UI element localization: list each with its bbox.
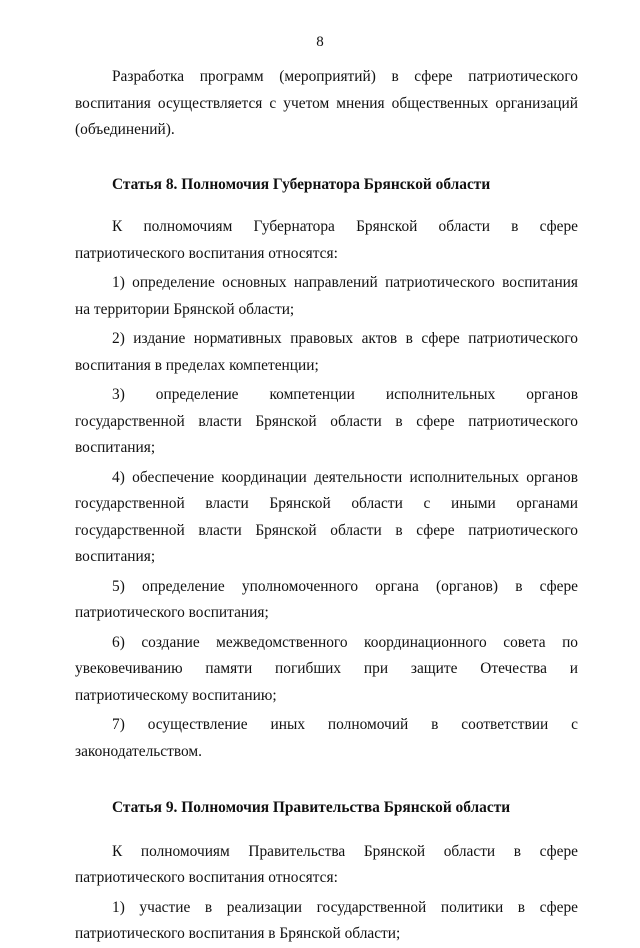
article-8-lead: К полномочиям Губернатора Брянской области в сфере патриотического воспитания относятся: [75,218,578,262]
page-number: 8 [316,34,324,50]
article-8-item-2: 2) издание нормативных правовых актов в сфере патриотического воспитания в пределах компетенции; [75,330,578,374]
article-8-item-1: 1) определение основных направлений патриотического воспитания на территории Брянской области; [75,274,578,318]
article-9-heading: Статья 9. Полномочия Правительства Брянской области [112,799,511,816]
article-8-item-4: 4) обеспечение координации деятельности исполнительных органов государственной власти Брянской области с иными органами государственной власти Брянской области в сфере патриотического воспитания; [75,468,578,565]
article-9-lead: К полномочиям Правительства Брянской области в сфере патриотического воспитания относятся: [75,842,578,886]
article-8-item-5: 5) определение уполномоченного органа (органов) в сфере патриотического воспитания; [75,577,578,621]
article-8-item-7: 7) осуществление иных полномочий в соответствии с законодательством. [75,716,578,760]
document-body [75,64,578,948]
article-8-item-3: 3) определение компетенции исполнительных органов государственной власти Брянской области в сфере патриотического воспитания; [75,386,578,456]
article-8-item-6: 6) создание межведомственного координационного совета по увековечиванию памяти погибших при защите Отечества и патриотическому воспитанию; [75,633,578,704]
article-8-heading: Статья 8. Полномочия Губернатора Брянской области [112,175,491,193]
article-9-item-1: 1) участие в реализации государственной политики в сфере патриотического воспитания в Брянской области; [75,898,578,942]
intro-paragraph: Разработка программ (мероприятий) в сфере патриотического воспитания осуществляется с учетом мнения общественных организаций (объединений). [75,68,578,138]
